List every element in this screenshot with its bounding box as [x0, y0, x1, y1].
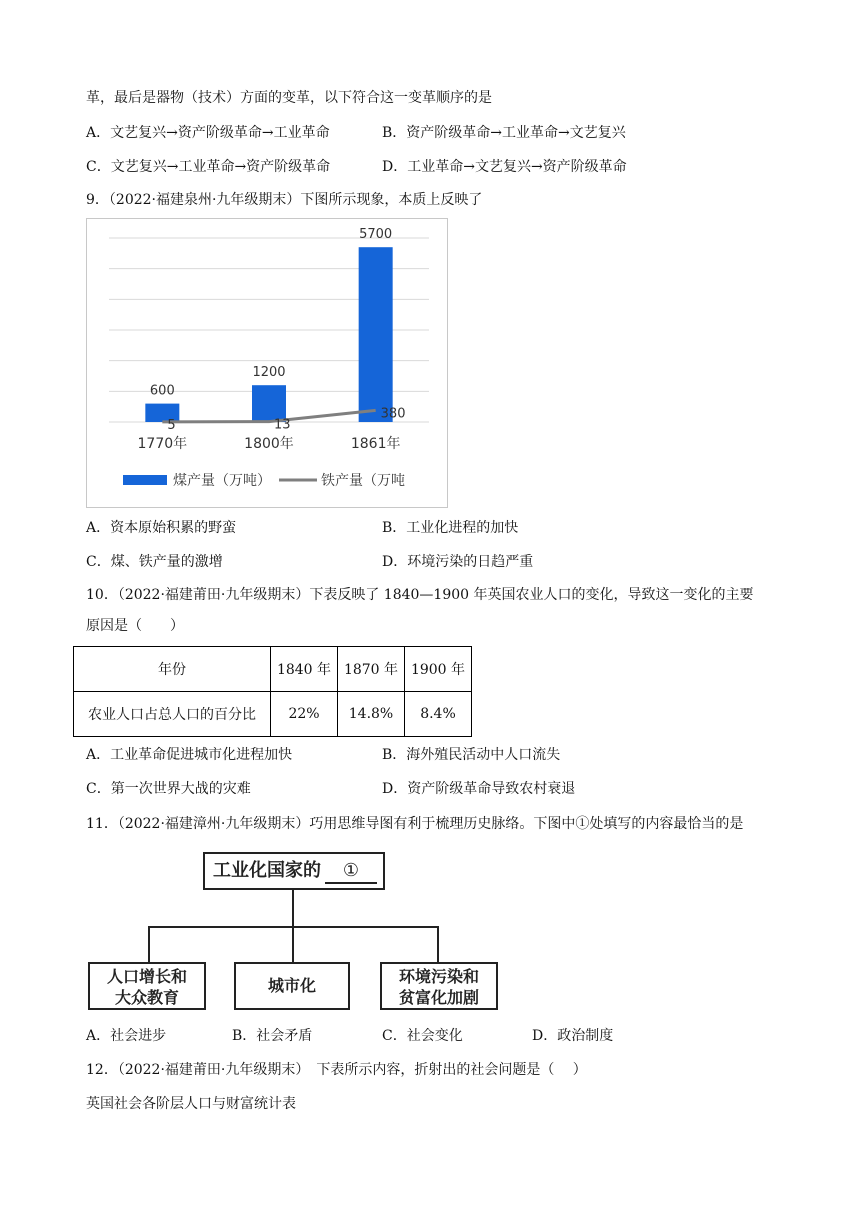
mindmap-child3-line1: 环境污染和 — [398, 967, 479, 986]
q11-option-b[interactable]: B．社会矛盾 — [232, 1028, 313, 1044]
q10-option-a[interactable]: A．工业革命促进城市化进程加快 — [86, 747, 293, 763]
mindmap-child2-label: 城市化 — [267, 976, 316, 995]
table-cell-1900: 8.4% — [405, 692, 472, 737]
mindmap-connector-mid — [292, 926, 294, 962]
q9-stem: 9．（2022·福建泉州·九年级期末）下图所示现象，本质上反映了 — [86, 192, 483, 208]
table-header-1870: 1870 年 — [338, 647, 405, 692]
mindmap-child-urbanization — [234, 962, 350, 1010]
table-header-1900: 1900 年 — [405, 647, 472, 692]
table-row — [74, 692, 472, 737]
q9-option-d[interactable]: D．环境污染的日趋严重 — [382, 554, 534, 570]
legend-coal-label: 煤产量（万吨） — [173, 473, 271, 489]
q8-option-a[interactable]: A．文艺复兴→资产阶级革命→工业革命 — [86, 125, 330, 141]
q10-stem-line2: 原因是（ ） — [86, 618, 184, 634]
category-tick-label: 1861年 — [350, 436, 401, 452]
q9-option-c[interactable]: C．煤、铁产量的激增 — [86, 554, 223, 570]
coal-value-label: 1200 — [252, 365, 286, 381]
q8-option-d[interactable]: D．工业革命→文艺复兴→资产阶级革命 — [382, 159, 627, 175]
q10-stem-line1: 10．（2022·福建莆田·九年级期末）下表反映了 1840—1900 年英国农业人口的变化，导致这一变化的主要 — [86, 587, 754, 603]
category-tick-label: 1770年 — [137, 436, 188, 452]
coal-iron-chart — [86, 218, 448, 508]
mindmap-root — [203, 852, 385, 890]
q9-option-a[interactable]: A．资本原始积累的野蛮 — [86, 520, 237, 536]
q10-option-b[interactable]: B．海外殖民活动中人口流失 — [382, 747, 561, 763]
q11-option-c[interactable]: C．社会变化 — [382, 1028, 463, 1044]
iron-value-label: 380 — [380, 406, 406, 422]
table-row — [74, 647, 472, 692]
mindmap-child-pollution-inequality — [380, 962, 498, 1010]
mindmap-connector-left — [148, 926, 150, 962]
q8-stem-tail: 革，最后是器物（技术）方面的变革，以下符合这一变革顺序的是 — [86, 90, 492, 106]
coal-bar — [359, 247, 393, 422]
q11-option-d[interactable]: D．政治制度 — [532, 1028, 614, 1044]
mindmap — [88, 850, 479, 1012]
coal-value-label: 5700 — [359, 227, 393, 243]
mindmap-child3-line2: 贫富化加剧 — [398, 988, 479, 1007]
iron-value-label: 13 — [274, 417, 291, 433]
legend-iron-label: 铁产量（万吨 — [321, 473, 405, 489]
iron-value-label: 5 — [167, 417, 176, 433]
mindmap-root-label: 工业化国家的 — [213, 860, 321, 881]
table-cell-label: 农业人口占总人口的百分比 — [74, 692, 271, 737]
q12-stem: 12．（2022·福建莆田·九年级期末） 下表所示内容，折射出的社会问题是（ ） — [86, 1062, 587, 1078]
q10-option-c[interactable]: C．第一次世界大战的灾难 — [86, 781, 251, 797]
table-header-year: 年份 — [74, 647, 271, 692]
table-header-1840: 1840 年 — [271, 647, 338, 692]
q12-caption: 英国社会各阶层人口与财富统计表 — [86, 1096, 296, 1112]
mindmap-connector-vertical — [292, 890, 294, 928]
chart-svg — [87, 219, 447, 507]
q10-option-d[interactable]: D．资产阶级革命导致农村衰退 — [382, 781, 576, 797]
legend-coal-swatch — [123, 475, 167, 485]
q11-option-a[interactable]: A．社会进步 — [86, 1028, 167, 1044]
q9-option-b[interactable]: B．工业化进程的加快 — [382, 520, 519, 536]
q11-stem: 11．（2022·福建漳州·九年级期末）巧用思维导图有利于梳理历史脉络。下图中①处填写的内容最恰当的是 — [86, 816, 744, 832]
q8-option-c[interactable]: C．文艺复兴→工业革命→资产阶级革命 — [86, 159, 331, 175]
table-cell-1870: 14.8% — [338, 692, 405, 737]
mindmap-blank: ① — [325, 860, 377, 884]
agri-population-table — [73, 646, 472, 737]
mindmap-child1-line2: 大众教育 — [114, 988, 179, 1007]
coal-value-label: 600 — [149, 383, 175, 399]
mindmap-child-population-education — [88, 962, 206, 1010]
q8-option-b[interactable]: B．资产阶级革命→工业革命→文艺复兴 — [382, 125, 626, 141]
category-tick-label: 1800年 — [244, 436, 294, 452]
coal-bar — [252, 385, 286, 422]
mindmap-child1-line1: 人口增长和 — [106, 967, 187, 986]
mindmap-connector-right — [437, 926, 439, 962]
table-cell-1840: 22% — [271, 692, 338, 737]
